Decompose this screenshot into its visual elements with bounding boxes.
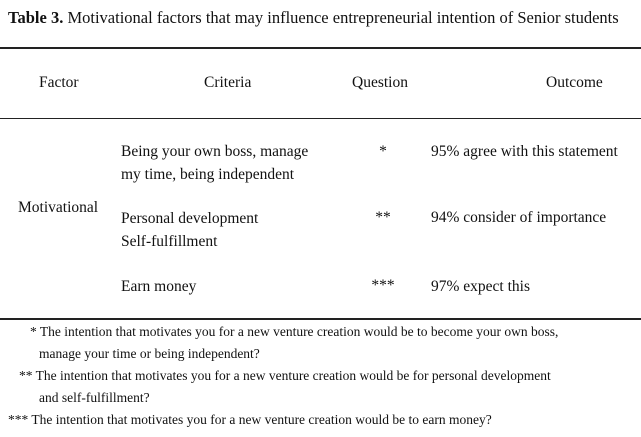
footnote-2-line-2: and self-fulfillment? [39, 390, 150, 405]
footnote-2-line-1: ** The intention that motivates you for a new venture creation would be for personal development [19, 368, 551, 383]
question-cell-1: * [379, 143, 387, 160]
outcome-cell-2: 94% consider of importance [431, 209, 607, 226]
header-factor: Factor [39, 74, 79, 91]
header-question: Question [352, 74, 408, 91]
footnote-3-line-1: *** The intention that motivates you for a new venture creation would be to earn money? [8, 412, 492, 427]
table-caption [8, 8, 619, 28]
caption-label: Table 3. [8, 8, 64, 27]
criteria-line: Self-fulfillment [121, 233, 218, 250]
criteria-line: my time, being independent [121, 166, 295, 183]
table-bottom-rule [0, 318, 641, 320]
criteria-line: Personal development [121, 210, 259, 227]
criteria-cell-2 [121, 207, 258, 253]
footnote-1-line-1: * The intention that motivates you for a new venture creation would be to become your own boss, [30, 324, 559, 339]
footnote-1-line-2: manage your time or being independent? [39, 346, 260, 361]
criteria-cell-3 [121, 275, 196, 298]
outcome-cell-1: 95% agree with this statement [431, 143, 618, 160]
question-cell-2: ** [375, 209, 391, 226]
caption-text: Motivational factors that may influence entrepreneurial intention of Senior students [67, 8, 619, 27]
table-header-rule [0, 118, 641, 119]
factor-cell: Motivational [18, 199, 99, 216]
criteria-line: Earn money [121, 278, 197, 295]
outcome-cell-3: 97% expect this [431, 278, 531, 295]
criteria-line: Being your own boss, manage [121, 143, 309, 160]
table-top-rule [0, 47, 641, 49]
header-criteria: Criteria [204, 74, 252, 91]
header-outcome: Outcome [546, 74, 603, 91]
question-cell-3: *** [371, 277, 395, 294]
criteria-cell-1 [121, 140, 308, 186]
